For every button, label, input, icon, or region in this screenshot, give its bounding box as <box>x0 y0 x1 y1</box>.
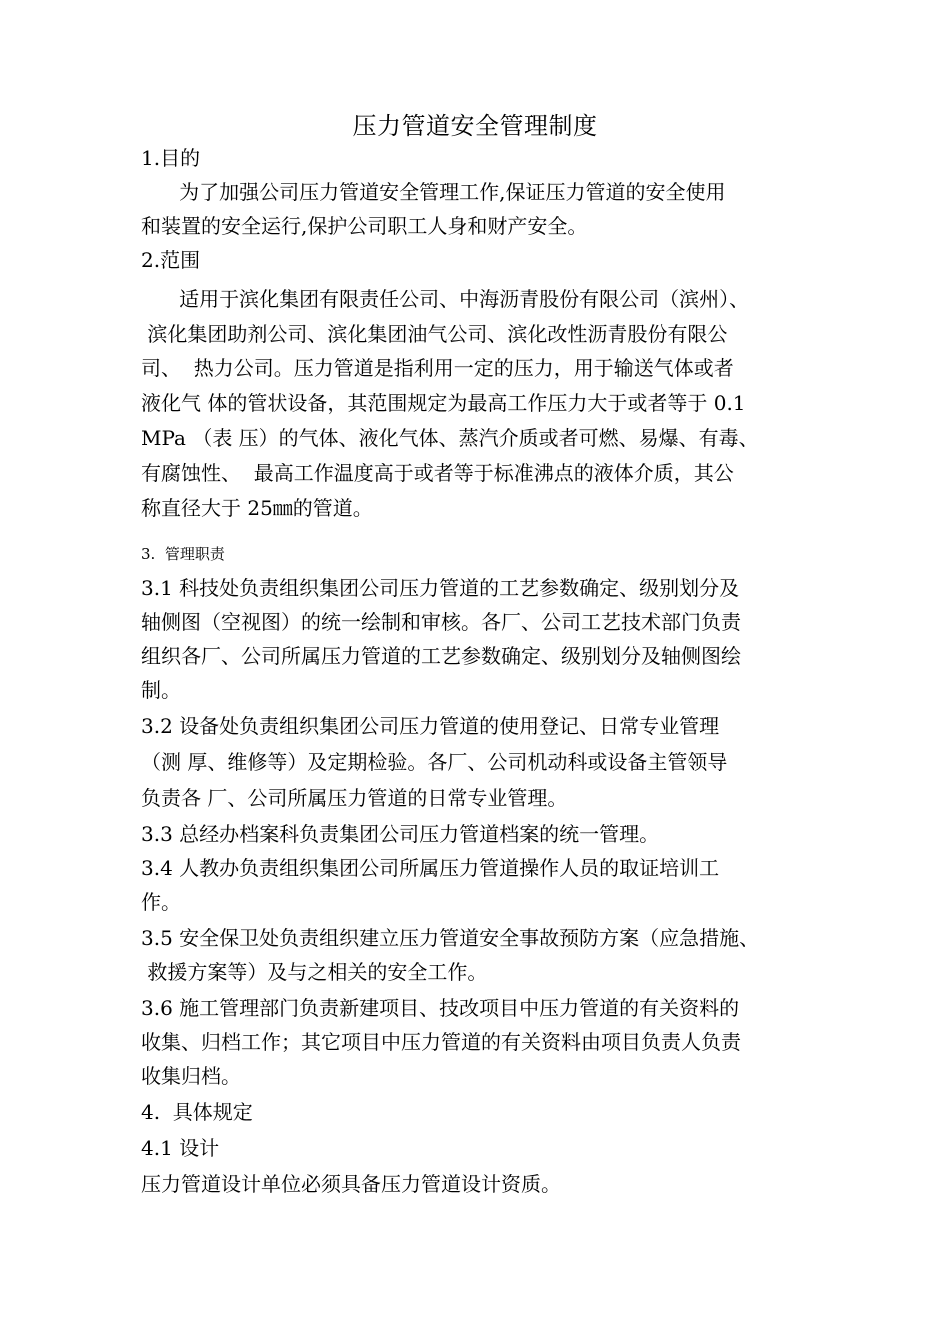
paragraph-line: 作。 <box>141 890 181 914</box>
paragraph-line: 组织各厂、公司所属压力管道的工艺参数确定、级别划分及轴侧图绘 <box>141 644 741 668</box>
paragraph-line: 收集、归档工作；其它项目中压力管道的有关资料由项目负责人负责 <box>141 1030 741 1054</box>
paragraph-line: 3.6 施工管理部门负责新建项目、技改项目中压力管道的有关资料的 <box>141 996 740 1020</box>
section-heading-scope: 2.范围 <box>141 248 201 272</box>
paragraph-line: 压力管道设计单位必须具备压力管道设计资质。 <box>141 1172 561 1196</box>
paragraph-line: 制。 <box>141 678 181 702</box>
paragraph-line: MPa （表 压）的气体、液化气体、蒸汽介质或者可燃、易爆、有毒、 <box>141 426 759 450</box>
paragraph-line: 和装置的安全运行,保护公司职工人身和财产安全。 <box>141 214 588 238</box>
paragraph-line: 称直径大于 25㎜的管道。 <box>141 496 373 520</box>
paragraph-line: 3.2 设备处负责组织集团公司压力管道的使用登记、日常专业管理 <box>141 714 720 738</box>
paragraph-line: 救援方案等）及与之相关的安全工作。 <box>141 960 488 984</box>
paragraph-line: 3.3 总经办档案科负责集团公司压力管道档案的统一管理。 <box>141 822 660 846</box>
paragraph-line: 有腐蚀性、 最高工作温度高于或者等于标准沸点的液体介质，其公 <box>141 461 734 485</box>
subsection-heading-design: 4.1 设计 <box>141 1136 220 1160</box>
section-heading-regulations: 4. 具体规定 <box>141 1100 253 1124</box>
paragraph-line: 为了加强公司压力管道安全管理工作,保证压力管道的安全使用 <box>141 180 726 204</box>
paragraph-line: 液化气 体的管状设备，其范围规定为最高工作压力大于或者等于 0.1 <box>141 391 746 415</box>
document-title: 压力管道安全管理制度 <box>352 112 598 140</box>
paragraph-line: 适用于滨化集团有限责任公司、中海沥青股份有限公司（滨州）、 <box>141 287 750 311</box>
section-heading-purpose: 1.目的 <box>141 146 201 170</box>
paragraph-line: 滨化集团助剂公司、滨化集团油气公司、滨化改性沥青股份有限公 <box>141 322 728 346</box>
section-heading-responsibilities: 3. 管理职责 <box>141 545 225 563</box>
paragraph-line: 3.4 人教办负责组织集团公司所属压力管道操作人员的取证培训工 <box>141 856 720 880</box>
paragraph-line: 3.1 科技处负责组织集团公司压力管道的工艺参数确定、级别划分及 <box>141 576 740 600</box>
paragraph-line: 收集归档。 <box>141 1064 241 1088</box>
paragraph-line: 3.5 安全保卫处负责组织建立压力管道安全事故预防方案（应急措施、 <box>141 926 760 950</box>
paragraph-line: （测 厚、维修等）及定期检验。各厂、公司机动科或设备主管领导 <box>141 750 728 774</box>
paragraph-line: 司、 热力公司。压力管道是指利用一定的压力，用于输送气体或者 <box>141 356 734 380</box>
paragraph-line: 负责各 厂、公司所属压力管道的日常专业管理。 <box>141 786 568 810</box>
paragraph-line: 轴侧图（空视图）的统一绘制和审核。各厂、公司工艺技术部门负责 <box>141 610 741 634</box>
